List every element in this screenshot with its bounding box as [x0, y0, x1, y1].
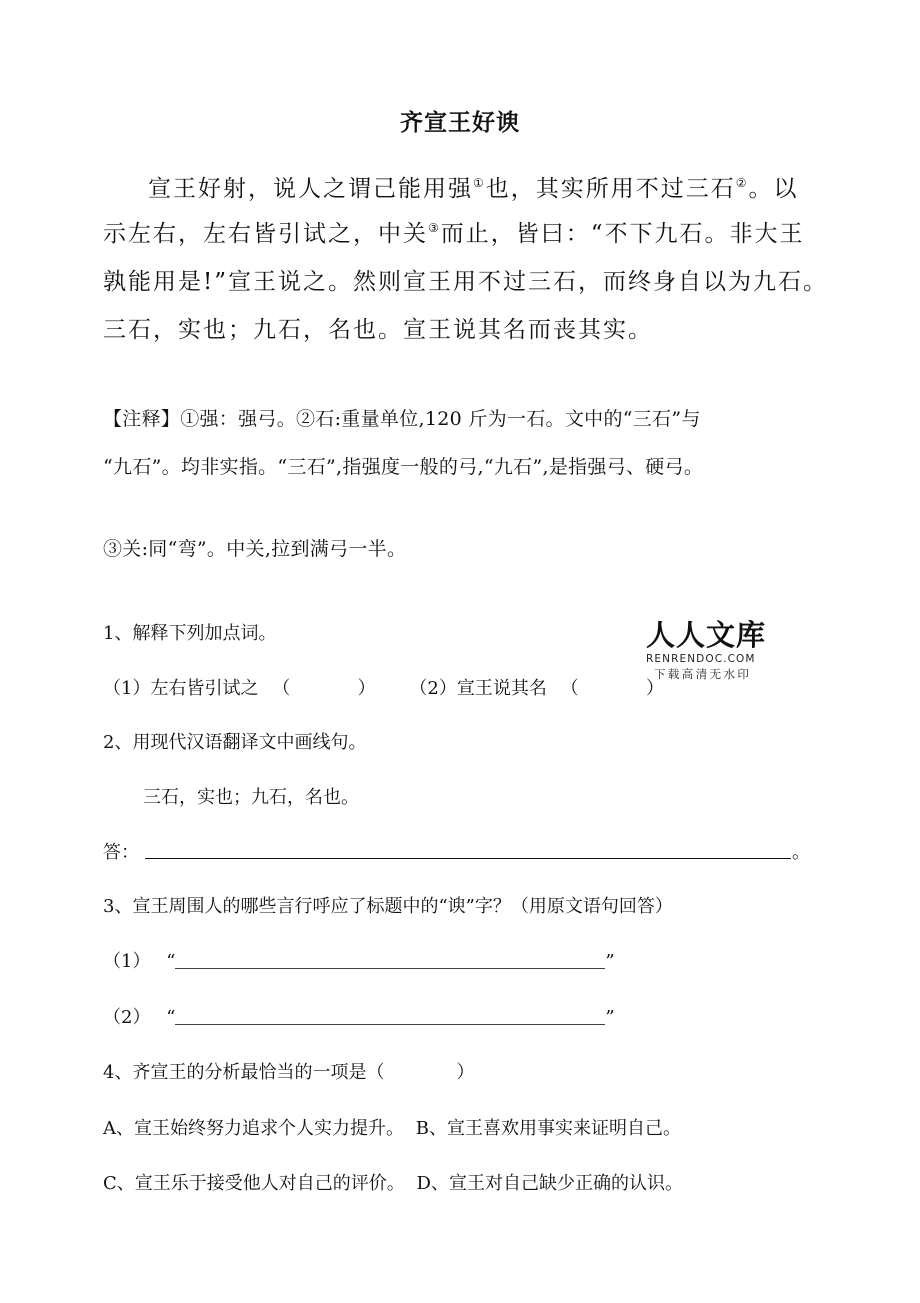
q3-item-2-label: （2） — [103, 1007, 151, 1028]
option-b[interactable]: B、宣王喜欢用事实来证明自己。 — [415, 1118, 681, 1139]
question-2-answer-end: 。 — [792, 842, 810, 863]
open-quote: “ — [166, 1007, 176, 1028]
question-3-item-1 — [103, 947, 615, 973]
question-4-prompt-row — [103, 1058, 474, 1084]
question-1-items — [103, 674, 664, 700]
passage-line-2 — [103, 215, 805, 248]
passage-line-1 — [148, 170, 799, 203]
note-line-1: 【注释】①强：强弓。②石:重量单位,120 斤为一石。文中的“三石”与 — [103, 408, 701, 430]
note-line-3: ③关:同“弯”。中关,拉到满弓一半。 — [103, 538, 407, 560]
watermark-logo-main: 人人文库 — [646, 618, 767, 652]
footnote-marker: ② — [735, 176, 749, 190]
passage-text: 。以 — [748, 176, 799, 202]
footnote-marker: ① — [473, 176, 486, 190]
footnote-marker: ③ — [428, 221, 441, 235]
q2-answer-line[interactable] — [145, 858, 791, 859]
q3-item-1-label: （1） — [103, 951, 151, 972]
question-2-prompt: 2、用现代汉语翻译文中画线句。 — [103, 732, 367, 753]
q3-item-2-answer-line[interactable] — [175, 1010, 605, 1025]
q1-item-1-close: ） — [357, 678, 376, 699]
close-quote: ” — [605, 1007, 615, 1028]
watermark-logo-site: RENRENDOC.COM — [646, 653, 756, 665]
passage-text: 而止，皆曰：“不下九石。非大王 — [440, 221, 805, 247]
question-2-sentence: 三石，实也；九石，名也。 — [143, 787, 359, 808]
question-4-options-row-1 — [103, 1114, 681, 1140]
passage-text: 示左右，左右皆引试之，中关 — [103, 221, 428, 247]
open-quote: “ — [166, 951, 176, 972]
question-3-prompt: 3、宣王周围人的哪些言行呼应了标题中的“谀”字？（用原文语句回答） — [103, 896, 673, 917]
question-2-answer-label: 答： — [103, 842, 139, 863]
watermark-logo-tag: 下载高清无水印 — [654, 667, 752, 681]
question-4-prompt-close: ） — [456, 1062, 475, 1083]
document-title: 齐宣王好谀 — [400, 110, 520, 136]
passage-line-3: 孰能用是!”宣王说之。然则宣王用不过三石，而终身自以为九石。 — [103, 269, 829, 295]
close-quote: ” — [605, 951, 615, 972]
question-4-prompt: 4、齐宣王的分析最恰当的一项是（ — [103, 1062, 385, 1083]
option-a[interactable]: A、宣王始终努力追求个人实力提升。 — [103, 1118, 404, 1139]
passage-line-4: 三石，实也；九石，名也。宣王说其名而丧其实。 — [103, 317, 653, 343]
watermark-logo — [646, 618, 772, 682]
option-c[interactable]: C、宣王乐于接受他人对自己的评价。 — [103, 1173, 405, 1194]
question-1-prompt: 1、解释下列加点词。 — [103, 623, 277, 644]
note-line-2: “九石”。均非实指。“三石”,指强度一般的弓,“九石”,是指强弓、硬弓。 — [103, 456, 704, 478]
q1-item-1-text: （1）左右皆引试之 — [103, 678, 259, 699]
q1-item-2-text: （2）宣王说其名 — [409, 678, 547, 699]
option-d[interactable]: D、宣王对自己缺少正确的认识。 — [416, 1173, 683, 1194]
q3-item-1-answer-line[interactable] — [175, 954, 605, 969]
q1-item-2-close: ） — [646, 678, 665, 699]
question-4-options-row-2 — [103, 1169, 683, 1195]
q1-item-1-open: （ — [272, 678, 291, 699]
passage-text: 也，其实所用不过三石 — [485, 176, 736, 202]
question-3-item-2 — [103, 1003, 615, 1029]
q1-item-2-open: （ — [560, 678, 579, 699]
passage-text: 宣王好射，说人之谓己能用强 — [148, 176, 473, 202]
